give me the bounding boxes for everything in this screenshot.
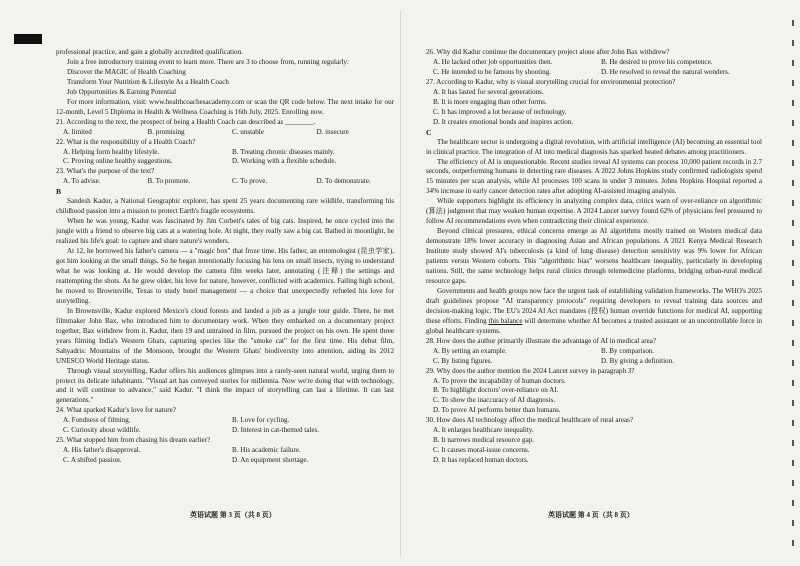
option[interactable]: A. To advise. xyxy=(63,177,101,186)
option[interactable]: B. To promote. xyxy=(147,177,191,186)
registration-mark xyxy=(14,34,42,44)
option[interactable]: D. By giving a definition. xyxy=(601,356,674,365)
question-22: 22. What is the responsibility of a Health Coach? xyxy=(56,137,196,146)
page-4-column xyxy=(426,48,762,466)
options-21 xyxy=(56,128,394,138)
text-line: For more information, visit: www.healthcoachesacademy.com or scan the QR code below. The next intake for our 12-month, Level 5 Diploma in Health & Wellness Coaching is 16th July, 2025. Enrolling now. xyxy=(56,97,394,116)
question-25: 25. What stopped him from chasing his dream earlier? xyxy=(56,436,211,445)
option[interactable]: B. Treating chronic diseases mainly. xyxy=(232,147,335,156)
option[interactable]: B. It narrows medical resource gap. xyxy=(433,436,535,445)
option[interactable]: A. It has lasted for several generations. xyxy=(433,87,544,96)
option[interactable]: C. To show the inaccuracy of AI diagnosis. xyxy=(433,396,556,405)
options-28 xyxy=(426,347,762,357)
paragraph: The efficiency of AI is unquestionable. Recent studies reveal AI systems can process 10,000 patient records in 2.7 seconds, outperforming humans in detecting rare diseases. A 2022 Johns Hopkins study confirmed radiologists spend 15 minutes per scan analysis, while AI processes 100 scans in under 3 minutes. Johns Hopkins Hospital reported a 34% increase in early cancer detection rates after adopting AI-assisted imaging analysis. xyxy=(426,157,762,196)
section-heading-c: C xyxy=(426,127,432,137)
text-line: Join a free introductory training event to learn more. There are 3 to choose from, running regularly: xyxy=(67,57,349,66)
option[interactable]: B. Love for cycling. xyxy=(232,416,290,425)
option[interactable]: C. It causes moral-issue concerns. xyxy=(433,446,530,455)
paragraph-text: Governments and health groups now face the urgent task of establishing validation frameworks. The WHO's 2025 draft guidelines propose "AI transparency protocols" requiring developers to reveal training data sources and decision-making logic. The EU's 2024 AI Act mandates (授权) human override functions for medical AI, supporting these efforts. Finding xyxy=(426,286,762,325)
option[interactable]: D. It creates emotional bonds and inspires action. xyxy=(433,117,574,126)
option[interactable]: A. By setting an example. xyxy=(433,346,507,355)
paragraph-text: will determine whether AI becomes a trusted assistant or an uncontrollable force in global healthcare systems. xyxy=(426,316,762,335)
option[interactable]: C. To prove. xyxy=(232,177,268,186)
options-24 xyxy=(56,416,394,426)
option[interactable]: B. By comparison. xyxy=(601,346,655,355)
options-25 xyxy=(56,446,394,456)
option[interactable]: A. Helping form healthy lifestyle. xyxy=(63,147,160,156)
option[interactable]: C. By listing figures. xyxy=(433,356,493,365)
options-22 xyxy=(56,148,394,158)
event-item: Transform Your Nutrition & Lifestyle As a Health Coach xyxy=(67,77,229,86)
option[interactable]: B. It is more engaging than other forms. xyxy=(433,97,547,106)
option[interactable]: B. promising xyxy=(147,127,185,136)
event-item: Job Opportunities & Earning Potential xyxy=(67,87,177,96)
page-fold xyxy=(400,10,401,556)
paragraph: Through visual storytelling, Kadur offers his audiences glimpses into a rarely-seen natural world, urging them to protect its delicate inhabitants. "Visual art has conveyed stories for millennia. Now we're doing that with technology, and it will continue to advance," said Kadur. "I think the impact of storytelling can last a lifetime. It can last generations." xyxy=(56,366,394,405)
text-line: professional practice, and gain a globally accredited qualification. xyxy=(56,48,243,56)
question-27: 27. According to Kadur, why is visual storytelling crucial for environmental protection? xyxy=(426,77,676,86)
paragraph: Beyond clinical pressures, ethical concerns emerge as AI algorithms mostly trained on Western medical data demonstrate 18% lower accuracy in diagnosing Asian and African populations. A 2021 Kenya Medical Research Institute study showed AI's tuberculosis (a kind of lung disease) detection sensitivity was 9% lower for African patients versus Western cohorts. This "algorithmic bias" worsens healthcare inequality, particularly in developing nations. Still, the same technology helps rural clinics through telemedicine platforms, bridging urban-rural medical resource gaps. xyxy=(426,227,762,285)
option[interactable]: A. Fondness of filming. xyxy=(63,416,131,425)
page-footer-4: 英语试题 第 4 页（共 8 页） xyxy=(548,511,634,519)
question-29: 29. Why does the author mention the 2024 Lancet survey in paragraph 3? xyxy=(426,366,635,375)
event-item: Discover the MAGIC of Health Coaching xyxy=(67,67,186,76)
option[interactable]: C. unstable xyxy=(232,127,264,136)
options-26 xyxy=(426,58,762,68)
option[interactable]: B. His academic failure. xyxy=(232,446,301,455)
paragraph: In Brownsville, Kadur explored Mexico's cloud forests and landed a job as a jungle tour guide. There, he met filmmaker John Bax, who introduced him to documentary work. When they embarked on a documentary project together, Bax withdrew from it. Kadur, then 19 and untrained in film, pursued the project on his own. He spent three years filming India's Western Ghats, capturing species like the "smoke cat" for the first time. His debut film, Sahyadris: Mountains of the Monsoon, brought the Western Ghats' biodiversity into attention, aiding its 2012 UNESCO World Heritage status. xyxy=(56,306,394,365)
section-heading-b: B xyxy=(56,187,62,197)
option[interactable]: D. Working with a flexible schedule. xyxy=(232,157,337,166)
option[interactable]: D. He resolved to reveal the natural wonders. xyxy=(601,67,730,76)
question-23: 23. What's the purpose of the text? xyxy=(56,167,155,176)
paragraph xyxy=(426,287,762,337)
option[interactable]: A. His father's disapproval. xyxy=(63,446,141,455)
paragraph: While supporters highlight its efficiency in analyzing complex data, critics warn of over-reliance on algorithmic (算法) judgment that may weaken human expertise. A 2024 Lancet survey found 62% of physicians feel pressured to follow AI recommendations even when contradicting their clinical experience. xyxy=(426,197,762,226)
option[interactable]: D. insecure xyxy=(316,127,349,136)
paragraph: The healthcare sector is undergoing a digital revolution, with artificial intelligence (AI) becoming an essential tool in clinical practice. The integration of AI into medical diagnosis has sparked heated debates among practitioners. xyxy=(426,137,762,156)
option[interactable]: A. It enlarges healthcare inequality. xyxy=(433,426,534,435)
question-24: 24. What sparked Kadur's love for nature? xyxy=(56,406,176,415)
option[interactable]: C. He intended to be famous by shooting. xyxy=(433,67,552,76)
option[interactable]: D. It has replaced human doctors. xyxy=(433,456,529,465)
paragraph: When he was young, Kadur was fascinated by Jim Corbett's tales of big cats. Inspired, he once cycled into the jungle with a friend to observe big cats at a watering hole. At night, they really saw a big cat. Bathed in moonlight, he realized his life's goal: to capture and share nature's wonders. xyxy=(56,217,394,246)
option[interactable]: A. He lacked other job opportunities then. xyxy=(433,57,553,66)
option[interactable]: C. It has improved a lot because of technology. xyxy=(433,107,567,116)
option[interactable]: C. A shifted passion. xyxy=(63,456,122,465)
underlined-phrase: this balance xyxy=(488,316,523,325)
option[interactable]: B. To highlight doctors' over-reliance on AI. xyxy=(433,386,559,395)
option[interactable]: B. He desired to prove his competence. xyxy=(601,57,713,66)
question-21: 21. According to the text, the prospect of being a Health Coach can described as ________. xyxy=(56,117,316,126)
option[interactable]: D. Interest in cat-themed tales. xyxy=(232,426,320,435)
question-30: 30. How does AI technology affect the medical healthcare of rural areas? xyxy=(426,416,634,425)
option[interactable]: C. Proving online healthy suggestions. xyxy=(63,157,173,166)
page-footer-3: 英语试题 第 3 页（共 8 页） xyxy=(190,511,276,519)
paragraph: At 12, he borrowed his father's camera — a "magic box" that froze time. His father, an entomologist (昆虫学家), got him looking at the small things. So he began intentionally focusing his lens on small insects, trying to understand what he was looking at. He would develop the camera film weeks later, annotating (注释) the settings and reattempting the shots. As he grew older, his love for nature, however, conflicted with academics. Failing high school, he moved to Brownsville, Texas to study hotel management — a choice that unexpectedly refueled his love for storytelling. xyxy=(56,247,394,305)
paragraph: Sandesh Kadur, a National Geographic explorer, has spent 25 years documenting rare wildlife, transforming his childhood passion into a mission to protect Earth's fragile ecosystems. xyxy=(56,197,394,216)
option[interactable]: A. limited xyxy=(63,127,92,136)
question-28: 28. How does the author primarily illustrate the advantage of AI in medical area? xyxy=(426,336,657,345)
option[interactable]: D. To prove AI performs better than humans. xyxy=(433,406,561,415)
option[interactable]: A. To prove the incapability of human doctors. xyxy=(433,376,566,385)
question-26: 26. Why did Kadur continue the documentary project alone after John Bax withdrew? xyxy=(426,48,670,56)
option[interactable]: D. An equipment shortage. xyxy=(232,456,309,465)
binding-dashes xyxy=(792,20,794,550)
options-23 xyxy=(56,177,394,187)
option[interactable]: D. To demonstrate. xyxy=(316,177,371,186)
option[interactable]: C. Curiosity about wildlife. xyxy=(63,426,141,435)
page-3-column xyxy=(56,48,394,466)
